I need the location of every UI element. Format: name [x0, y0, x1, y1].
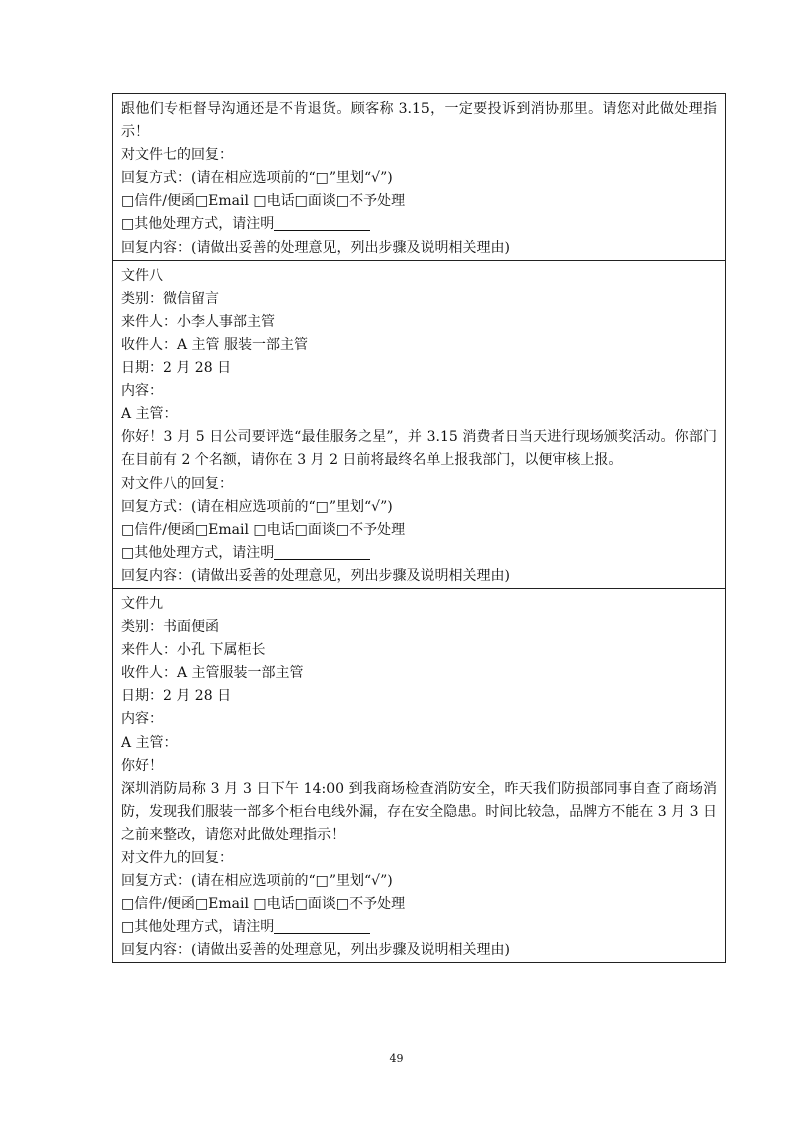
doc9-date: 日期：2 月 28 日 — [121, 688, 232, 705]
doc7-reply-options[interactable]: □信件/便函□Email □电话□面谈□不予处理 — [121, 193, 406, 210]
doc9-salutation: A 主管： — [121, 734, 178, 751]
doc9-cell — [113, 588, 725, 963]
doc8-receiver: 收件人：A 主管 服装一部主管 — [121, 336, 309, 353]
doc7-other-method-row[interactable] — [121, 213, 717, 236]
doc9-other-method: □其他处理方式，请注明 — [121, 919, 275, 936]
doc8-type: 类别：微信留言 — [121, 290, 219, 307]
doc8-sender: 来件人：小李人事部主管 — [121, 313, 275, 330]
doc7-other-method: □其他处理方式，请注明 — [121, 216, 275, 233]
doc8-date: 日期：2 月 28 日 — [121, 360, 232, 377]
doc9-reply-content: 回复内容：(请做出妥善的处理意见，列出步骤及说明相关理由) — [121, 942, 510, 959]
doc9-other-method-row[interactable] — [121, 916, 717, 939]
doc7-cell — [113, 94, 725, 260]
doc8-other-method-row[interactable] — [121, 542, 717, 565]
doc7-other-method-blank[interactable] — [274, 215, 370, 231]
doc8-cell — [113, 260, 725, 588]
doc8-reply-heading: 对文件八的回复： — [121, 475, 233, 492]
doc8-other-method: □其他处理方式，请注明 — [121, 544, 275, 561]
doc8-salutation: A 主管： — [121, 406, 178, 423]
document-table — [112, 93, 726, 963]
doc9-receiver: 收件人：A 主管服装一部主管 — [121, 665, 304, 682]
doc9-reply-options[interactable]: □信件/便函□Email □电话□面谈□不予处理 — [121, 896, 406, 913]
doc7-content-continued: 跟他们专柜督导沟通还是不肯退货。顾客称 3.15，一定要投诉到消协那里。请您对此做处理指示！ — [121, 101, 717, 141]
doc9-greeting: 你好！ — [121, 757, 163, 774]
doc9-sender: 来件人：小孔 下属柜长 — [121, 642, 266, 659]
doc9-content-label: 内容： — [121, 711, 163, 728]
doc8-reply-content: 回复内容：(请做出妥善的处理意见，列出步骤及说明相关理由) — [121, 567, 510, 584]
doc9-body: 深圳消防局称 3 月 3 日下午 14:00 到我商场检查消防安全，昨天我们防损部同事自查了商场消防，发现我们服装一部多个柜台电线外漏，存在安全隐患。时间比较急，品牌方不能在 3 月 3 日之前来整改，请您对此做处理指示！ — [121, 780, 717, 843]
doc9-type: 类别：书面便函 — [121, 619, 219, 636]
doc7-reply-heading: 对文件七的回复： — [121, 147, 233, 164]
doc8-title: 文件八 — [121, 267, 163, 284]
doc8-reply-options[interactable]: □信件/便函□Email □电话□面谈□不予处理 — [121, 521, 406, 538]
page-number: 49 — [389, 1052, 404, 1065]
doc8-reply-method: 回复方式：(请在相应选项前的“□”里划“√”) — [121, 498, 393, 515]
doc9-reply-heading: 对文件九的回复： — [121, 850, 233, 866]
doc7-reply-method: 回复方式：(请在相应选项前的“□”里划“√”) — [121, 170, 393, 187]
doc8-other-method-blank[interactable] — [274, 544, 370, 560]
doc9-other-method-blank[interactable] — [274, 918, 370, 934]
doc9-title: 文件九 — [121, 595, 163, 612]
doc7-reply-content: 回复内容：(请做出妥善的处理意见，列出步骤及说明相关理由) — [121, 239, 510, 256]
doc8-content-label: 内容： — [121, 383, 163, 400]
doc8-body: 你好！3 月 5 日公司要评选“最佳服务之星”，并 3.15 消费者日当天进行现场颁奖活动。你部门在目前有 2 个名额，请你在 3 月 2 日前将最终名单上报我部门，以便审核上报。 — [121, 429, 717, 469]
doc9-reply-method: 回复方式：(请在相应选项前的“□”里划“√”) — [121, 873, 393, 890]
